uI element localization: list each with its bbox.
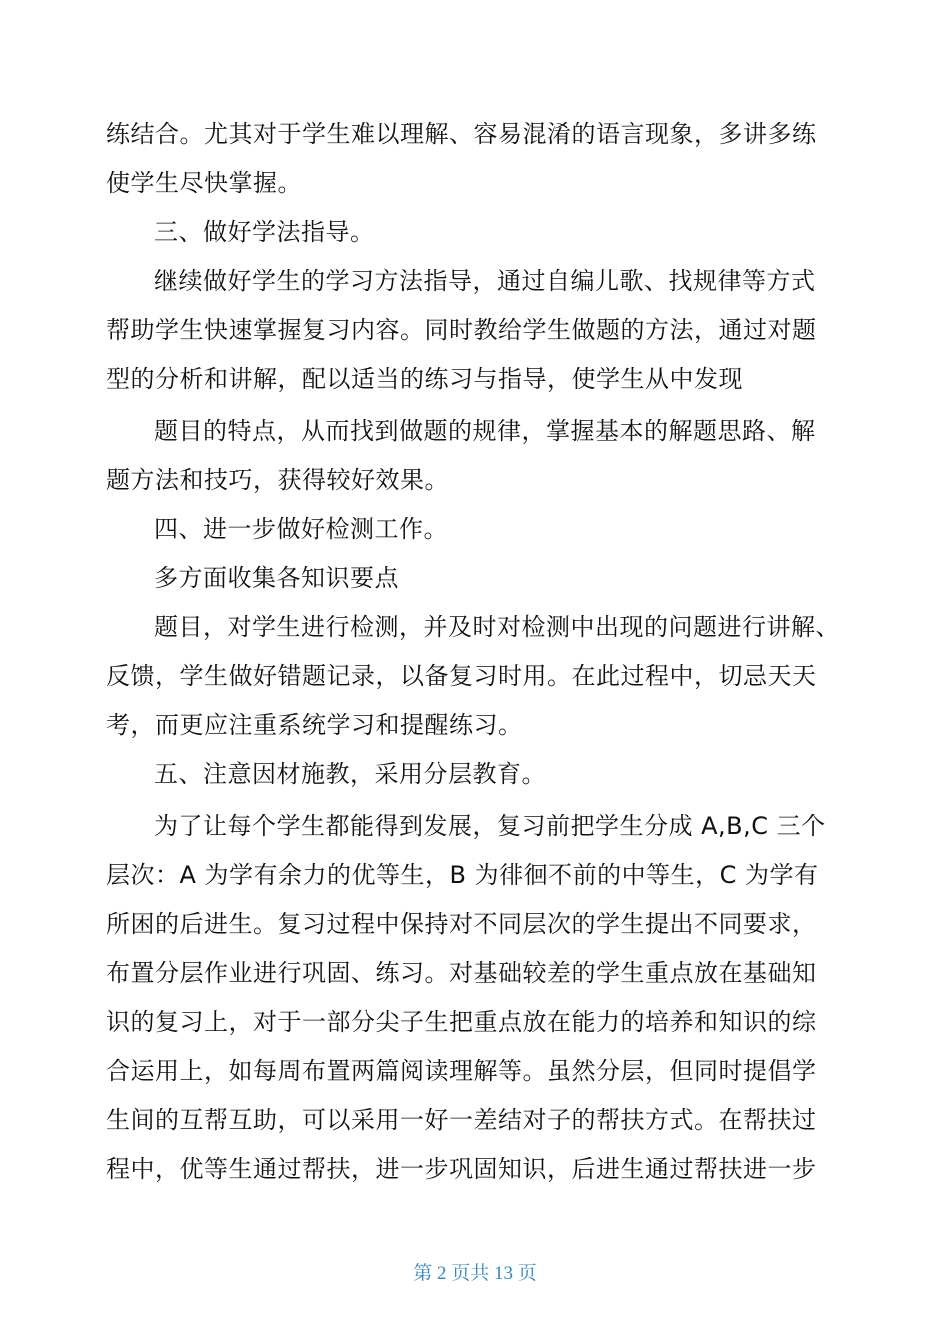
text-line: 合运用上，如每周布置两篇阅读理解等。虽然分层，但同时提倡学 [106, 1057, 817, 1085]
text-line: 程中，优等生通过帮扶，进一步巩固知识，后进生通过帮扶进一步 [106, 1155, 817, 1183]
text-line: 布置分层作业进行巩固、练习。对基础较差的学生重点放在基础知 [106, 959, 817, 987]
text-line: 题目，对学生进行检测，并及时对检测中出现的问题进行讲解、 [154, 613, 840, 641]
text-line: 所困的后进生。复习过程中保持对不同层次的学生提出不同要求， [106, 910, 817, 938]
section-heading: 五、注意因材施教，采用分层教育。 [154, 760, 546, 788]
section-heading: 三、做好学法指导。 [154, 218, 375, 246]
text-line: 反馈，学生做好错题记录，以备复习时用。在此过程中，切忌天天 [106, 662, 817, 690]
text-line: 题方法和技巧，获得较好效果。 [106, 466, 449, 494]
text-line: 识的复习上，对于一部分尖子生把重点放在能力的培养和知识的综 [106, 1008, 817, 1036]
text-line: 为了让每个学生都能得到发展，复习前把学生分成 A,B,C 三个 [154, 812, 826, 840]
text-line: 多方面收集各知识要点 [154, 564, 399, 592]
text-line: 生间的互帮互助，可以采用一好一差结对子的帮扶方式。在帮扶过 [106, 1106, 817, 1134]
text-line: 题目的特点，从而找到做题的规律，掌握基本的解题思路、解 [154, 417, 816, 445]
text-line: 使学生尽快掌握。 [106, 169, 302, 197]
text-line: 考，而更应注重系统学习和提醒练习。 [106, 711, 523, 739]
text-line: 继续做好学生的学习方法指导，通过自编儿歌、找规律等方式 [154, 267, 816, 295]
text-line: 型的分析和讲解，配以适当的练习与指导，使学生从中发现 [106, 365, 743, 393]
page-number-footer: 第 2 页共 13 页 [413, 1263, 537, 1284]
section-heading: 四、进一步做好检测工作。 [154, 515, 448, 543]
text-line: 层次：A 为学有余力的优等生，B 为徘徊不前的中等生，C 为学有 [106, 861, 819, 889]
text-line: 练结合。尤其对于学生难以理解、容易混淆的语言现象，多讲多练 [106, 120, 817, 148]
text-line: 帮助学生快速掌握复习内容。同时教给学生做题的方法，通过对题 [106, 316, 817, 344]
